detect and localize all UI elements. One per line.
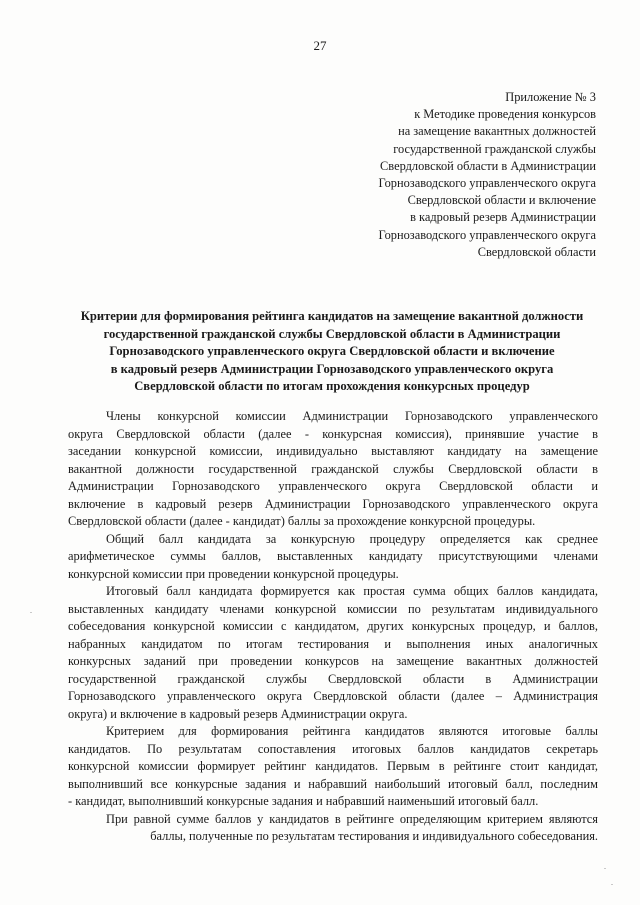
scan-speck (30, 612, 32, 613)
paragraph-line: округа) и включение в кадровый резерв Администрации округа. (68, 706, 408, 721)
paragraph-line: округа Свердловской области (далее - конкурсная комиссия), принявшие участие в (68, 426, 598, 441)
title-line: Критерии для формирования рейтинга кандидатов на замещение вакантной должности (80, 309, 584, 323)
scan-speck (604, 868, 606, 869)
paragraph-tie-break (68, 811, 598, 846)
paragraph-members-scoring (68, 408, 598, 531)
title-line: в кадровый резерв Администрации Горнозаводского управленческого округа (110, 361, 554, 376)
paragraph-line: баллы, полученные по результатам тестирования и индивидуального собеседования. (150, 829, 598, 843)
paragraph-line: кандидатов. По результатам сопоставления итоговых баллов кандидатов секретарь (68, 741, 598, 756)
paragraph-line: Свердловской области (далее - кандидат) баллы за прохождение конкурсной процедуры. (68, 514, 536, 528)
appendix-line: Свердловской области (477, 244, 596, 259)
paragraph-line: При равной сумме баллов у кандидатов в рейтинге определяющим критерием являются (106, 811, 598, 826)
paragraph-line: Горнозаводского управленческого округа Свердловской области (далее – Администрация (68, 689, 598, 703)
appendix-header (296, 89, 596, 261)
paragraph-line: Критерием для формирования рейтинга кандидатов являются итоговые баллы (106, 724, 598, 738)
paragraph-line: арифметическое суммы баллов, выставленных кандидату присутствующими членами (68, 549, 598, 563)
appendix-line: Приложение № 3 (505, 90, 596, 104)
paragraph-line: собеседования конкурсной комиссии с кандидатом, других конкурсных процедур, и баллов, (68, 619, 598, 633)
appendix-line: Свердловской области в Администрации (380, 158, 596, 173)
appendix-line: Горнозаводского управленческого округа (378, 227, 596, 242)
paragraph-line: Администрации Горнозаводского управленческого округа Свердловской области и (68, 479, 598, 493)
appendix-line: на замещение вакантных должностей (398, 124, 596, 139)
paragraph-line: заседании конкурсной комиссии, индивидуально выставляют кандидату на замещение (68, 444, 598, 458)
paragraph-line: Итоговый балл кандидата формируется как простая сумма общих баллов кандидата, (106, 584, 598, 598)
appendix-line: Горнозаводского управленческого округа (378, 176, 596, 191)
paragraph-line: Общий балл кандидата за конкурсную процедуру определяется как среднее (106, 531, 598, 546)
paragraph-total-score (68, 531, 598, 584)
paragraph-final-score (68, 583, 598, 723)
paragraph-line: конкурсных заданий при проведении конкурсов на замещение вакантных должностей (68, 654, 598, 668)
appendix-line: к Методике проведения конкурсов (414, 107, 596, 122)
paragraph-line: выставленных кандидату членами конкурсной комиссии по результатам индивидуального (68, 601, 598, 616)
scan-speck (611, 884, 613, 885)
appendix-line: Свердловской области и включение (407, 193, 596, 208)
appendix-line: государственной гражданской службы (393, 141, 596, 156)
title-line: Свердловской области по итогам прохождения конкурсных процедур (134, 379, 530, 394)
paragraph-line: конкурсной комиссии при проведении конкурсной процедуры. (68, 566, 399, 581)
paragraph-line: Члены конкурсной комиссии Администрации Горнозаводского управленческого (106, 409, 598, 423)
paragraph-line: выполнивший все конкурсные задания и набравший наибольший итоговый балл, последним (68, 776, 598, 791)
paragraph-line: конкурсной комиссии формирует рейтинг кандидатов. Первым в рейтинге стоит кандидат, (68, 759, 598, 773)
paragraph-line: включение в кадровый резерв Администрации Горнозаводского управленческого округа (68, 496, 598, 511)
document-title (66, 308, 598, 396)
page-number: 27 (313, 38, 327, 53)
paragraph-line: государственной гражданской службы Свердловской области в Администрации (68, 671, 598, 686)
paragraph-line: набранных кандидатом по итогам тестирования и выполнения иных аналогичных (68, 636, 598, 651)
document-body (68, 408, 598, 846)
paragraph-rating-criterion (68, 723, 598, 811)
appendix-line: в кадровый резерв Администрации (410, 210, 596, 225)
paragraph-line: вакантной должности государственной гражданской службы Свердловской области в (68, 461, 598, 476)
title-line: государственной гражданской службы Свердловской области в Администрации (103, 326, 561, 341)
paragraph-line: - кандидат, выполнивший конкурсные задания и набравший наименьший итоговый балл. (68, 794, 539, 808)
title-line: Горнозаводского управленческого округа Свердловской области и включение (109, 344, 555, 359)
